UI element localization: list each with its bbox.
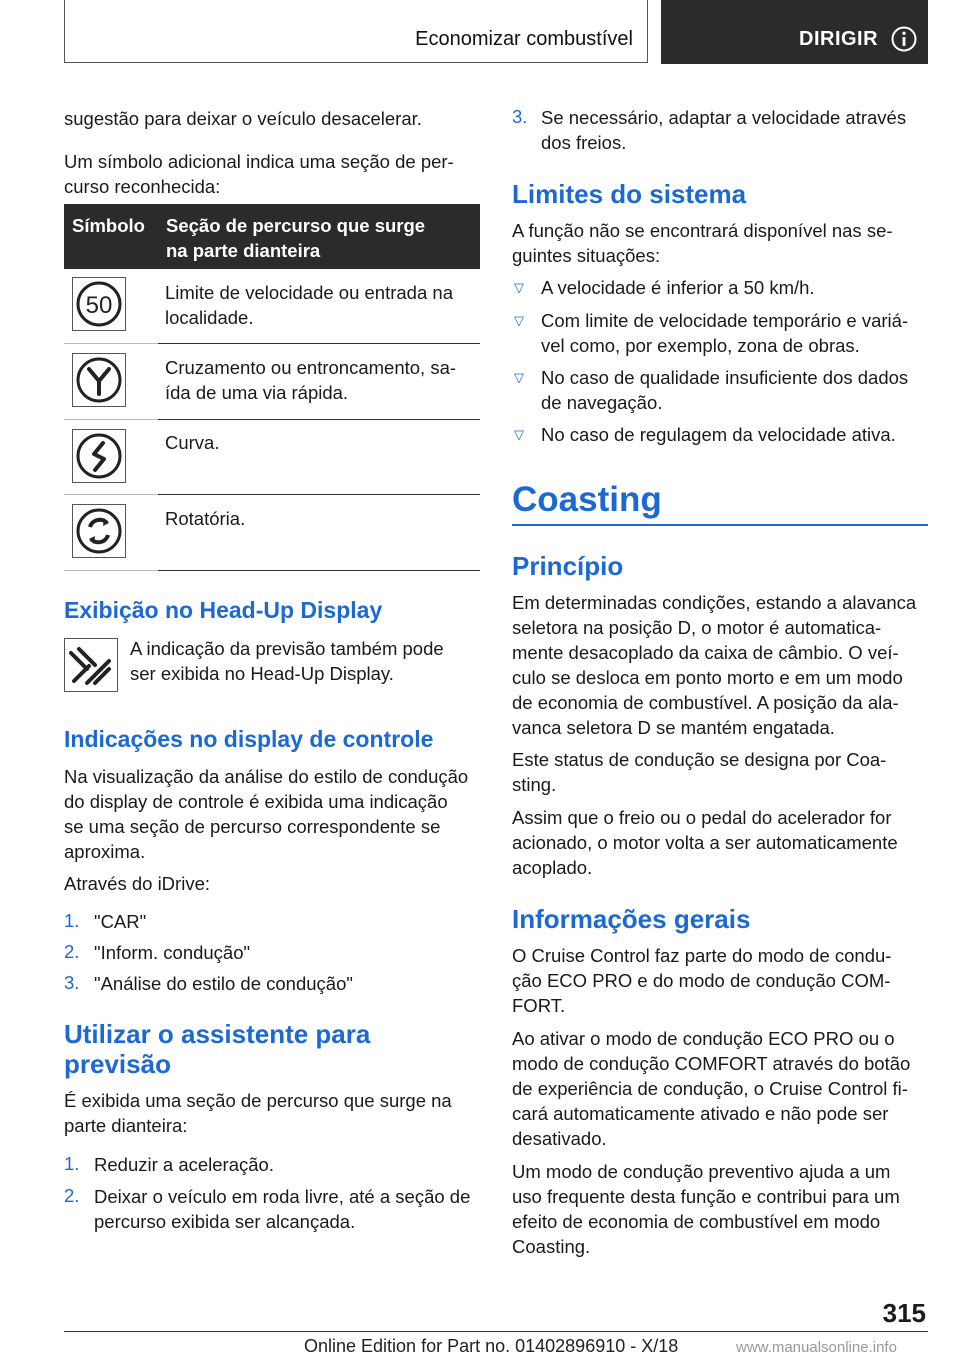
limits-line: guintes situações: [512, 245, 661, 266]
row-2-desc-b: ída de uma via rápida. [165, 382, 349, 403]
row-4-desc: Rotatória. [165, 508, 246, 529]
divider [158, 343, 480, 344]
step-text-cont: dos freios. [541, 132, 627, 153]
bullet-triangle-icon: ▽ [514, 370, 524, 385]
watermark-site: www.manualsonline.info [736, 1339, 897, 1356]
speed-limit-value: 50 [85, 292, 113, 319]
heading-underline [512, 524, 928, 526]
step-text: Se necessário, adaptar a velocidade através [541, 107, 907, 128]
junction-icon [72, 353, 126, 407]
heading-use-a: Utilizar o assistente para [64, 1019, 371, 1049]
divider [158, 419, 480, 420]
info-line: ção ECO PRO e do modo de condução COM‐ [512, 970, 891, 991]
principle-line: de economia de combustível. A posição da ala‐ [512, 692, 899, 713]
divider [64, 419, 158, 420]
section-tab [64, 0, 648, 63]
hud-text-b: ser exibida no Head-Up Display. [130, 663, 394, 684]
chapter-tab [661, 0, 928, 64]
principle-line: seletora na posição D, o motor é automatica‐ [512, 617, 882, 638]
heading-use-b: previsão [64, 1049, 171, 1079]
status-line: sting. [512, 774, 557, 795]
speed-limit-50-icon [72, 277, 126, 331]
bullet-triangle-icon: ▽ [514, 313, 524, 328]
step-number: 2. [64, 941, 80, 962]
heading-principle: Princípio [512, 551, 624, 581]
info-line: FORT. [512, 995, 566, 1016]
heading-coasting: Coasting [512, 480, 662, 519]
step-text: Reduzir a aceleração. [94, 1154, 274, 1175]
info-line: efeito de economia de combustível em modo [512, 1211, 881, 1232]
ctrl-line: Na visualização da análise do estilo de condução [64, 766, 469, 787]
brake-line: acoplado. [512, 857, 593, 878]
bullet-triangle-icon: ▽ [514, 427, 524, 442]
col-header-symbol: Símbolo [72, 215, 145, 236]
bullet-text: No caso de qualidade insuficiente dos dados [541, 367, 909, 388]
section-title: Economizar combustível [415, 28, 633, 50]
step-text: "Análise do estilo de condução" [94, 973, 353, 994]
info-line: O Cruise Control faz parte do modo de condu‐ [512, 945, 892, 966]
chapter-title: DIRIGIR [799, 28, 879, 50]
step-text-cont: percurso exibida ser alcançada. [94, 1211, 356, 1232]
intro-text: sugestão para deixar o veículo desacelerar. [64, 108, 422, 129]
bullet-text-cont: de navegação. [541, 392, 663, 413]
page-header [64, 0, 928, 64]
divider [158, 494, 480, 495]
heading-general-info: Informações gerais [512, 904, 751, 934]
ctrl-line: aproxima. [64, 841, 146, 862]
step-text: "Inform. condução" [94, 942, 251, 963]
status-line: Este status de condução se designa por Coa‐ [512, 749, 887, 770]
step-text: Deixar o veículo em roda livre, até a seção de [94, 1186, 471, 1207]
bullet-triangle-icon: ▽ [514, 280, 524, 295]
col-header-section-b: na parte dianteira [166, 240, 321, 261]
ctrl-line: se uma seção de percurso correspondente se [64, 816, 441, 837]
row-3-desc: Curva. [165, 432, 220, 453]
bullet-text: Com limite de velocidade temporário e variá‐ [541, 310, 909, 331]
use-line: parte dianteira: [64, 1115, 188, 1136]
divider [64, 494, 158, 495]
info-line: Coasting. [512, 1236, 591, 1257]
step-number: 3. [64, 972, 80, 993]
limits-line: A função não se encontrará disponível nas se‐ [512, 220, 893, 241]
principle-line: Em determinadas condições, estando a alavanca [512, 592, 917, 613]
info-line: desativado. [512, 1128, 607, 1149]
intro-text-2b: curso reconhecida: [64, 176, 221, 197]
info-icon [891, 26, 917, 52]
step-number: 1. [64, 1153, 80, 1174]
row-1-desc-b: localidade. [165, 307, 254, 328]
divider [64, 570, 158, 571]
hud-warning-icon [64, 638, 118, 692]
footer-rule [64, 1331, 928, 1332]
heading-hud: Exibição no Head-Up Display [64, 597, 383, 623]
info-line: de experiência de condução, o Cruise Control fi‐ [512, 1078, 908, 1099]
use-line: É exibida uma seção de percurso que surge na [64, 1090, 452, 1111]
bullet-text: A velocidade é inferior a 50 km/h. [541, 277, 815, 298]
principle-line: vanca seletora D se mantém engatada. [512, 717, 835, 738]
principle-line: culo se desloca em ponto morto e em um modo [512, 667, 903, 688]
edition-text: Online Edition for Part no. 01402896910 - X/18 [304, 1336, 679, 1356]
row-2-desc-a: Cruzamento ou entroncamento, sa‐ [165, 357, 457, 378]
brake-line: acionado, o motor volta a ser automaticamente [512, 832, 898, 853]
ctrl-line: do display de controle é exibida uma indicação [64, 791, 448, 812]
info-line: Um modo de condução preventivo ajuda a um [512, 1161, 891, 1182]
page-number: 315 [882, 1298, 926, 1328]
divider [158, 570, 480, 571]
step-number: 1. [64, 910, 80, 931]
table-header [64, 204, 480, 269]
col-header-section-a: Seção de percurso que surge [166, 215, 426, 236]
heading-limits: Limites do sistema [512, 179, 747, 209]
divider [64, 343, 158, 344]
idrive-text: Através do iDrive: [64, 873, 210, 894]
info-line: cará automaticamente ativado e não pode ser [512, 1103, 889, 1124]
intro-text-2a: Um símbolo adicional indica uma seção de per‐ [64, 151, 454, 172]
curve-icon [72, 429, 126, 483]
bullet-text: No caso de regulagem da velocidade ativa. [541, 424, 896, 445]
brake-line: Assim que o freio ou o pedal do acelerador for [512, 807, 892, 828]
info-line: uso frequente desta função e contribui para um [512, 1186, 900, 1207]
info-line: Ao ativar o modo de condução ECO PRO ou o [512, 1028, 895, 1049]
step-text: "CAR" [94, 911, 147, 932]
bullet-text-cont: vel como, por exemplo, zona de obras. [541, 335, 860, 356]
step-number: 3. [512, 106, 528, 127]
info-line: modo de condução COMFORT através do botão [512, 1053, 911, 1074]
hud-text-a: A indicação da previsão também pode [130, 638, 444, 659]
step-number: 2. [64, 1185, 80, 1206]
principle-line: mente desacoplado da caixa de câmbio. O veí‐ [512, 642, 899, 663]
row-1-desc-a: Limite de velocidade ou entrada na [165, 282, 453, 303]
heading-control-display: Indicações no display de controle [64, 726, 434, 752]
roundabout-icon [72, 504, 126, 558]
